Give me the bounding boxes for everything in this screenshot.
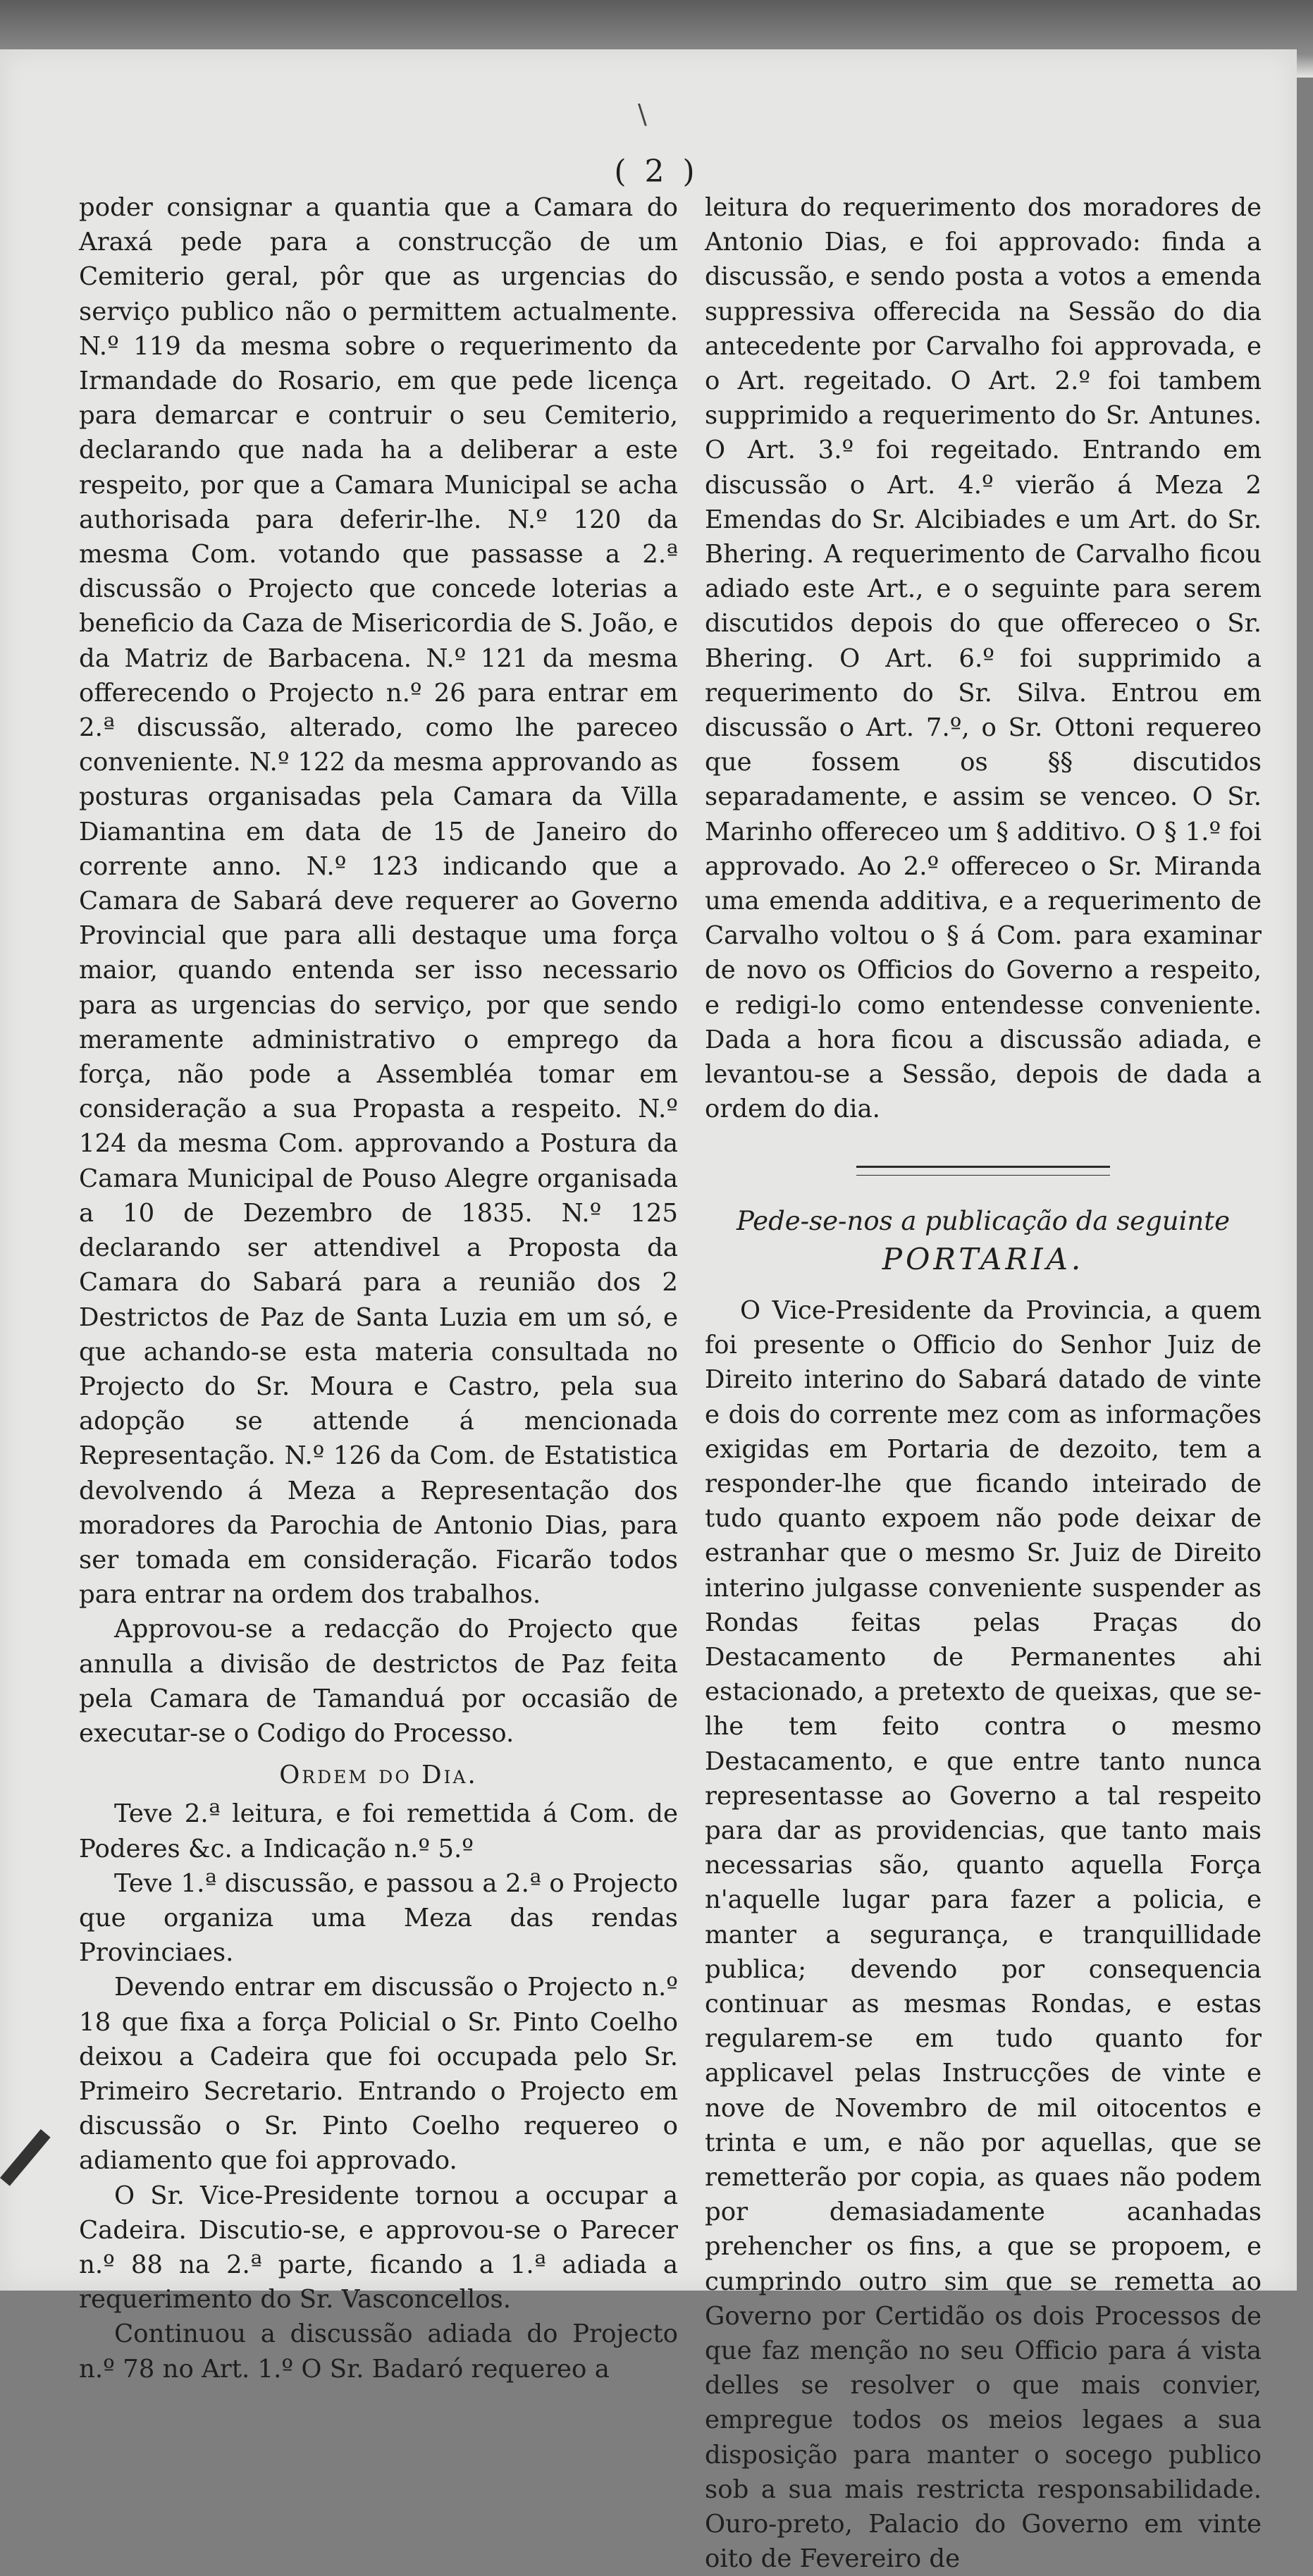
- paragraph: Teve 2.ª leitura, e foi remettida á Com. de Poderes &c. a Indicação n.º 5.º: [79, 1799, 678, 1863]
- paragraph: O Sr. Vice-Presidente tornou a occupar a Cadeira. Discutio-se, e approvou-se o Parecer n.º 88 na 2.ª parte, ficando a 1.ª adiada a requerimento do Sr. Vasconcellos.: [79, 2181, 678, 2315]
- section-heading: Ordem do Dia.: [279, 1761, 478, 1790]
- right-column: [705, 190, 1262, 2576]
- paragraph: Approvou-se a redacção do Projecto que annulla a divisão de destrictos de Paz feita pela Camara de Tamanduá por occasião de executar-se o Codigo do Processo.: [79, 1615, 678, 1748]
- notice-title: PORTARIA.: [882, 1241, 1085, 1276]
- paragraph: Teve 1.ª discussão, e passou a 2.ª o Projecto que organiza uma Meza das rendas Provinciaes.: [79, 1868, 678, 1968]
- left-column: [79, 190, 678, 2386]
- paragraph: Devendo entrar em discussão o Projecto n.º 18 que fixa a força Policial o Sr. Pinto Coelho deixou a Cadeira que foi occupada pelo Sr. Primeiro Secretario. Entrando o Projecto em discussão o Sr. Pinto Coelho requereo o adiamento que foi approvado.: [79, 1973, 678, 2176]
- stray-ink-mark: \: [638, 99, 647, 130]
- paragraph: poder consignar a quantia que a Camara do Araxá pede para a construcção de um Cemiterio geral, pôr que as urgencias do serviço publico não o permittem actualmente. N.º 119 da mesma sobre o requerimento da Irmandade do Rosario, em que pede licença para demarcar e contruir o seu Cemiterio, declarando que nada ha a deliberar a este respeito, por que a Camara Municipal se acha authorisada para deferir-lhe. N.º 120 da mesma Com. votando que passasse a 2.ª discussão o Projecto que concede loterias a beneficio da Caza de Misericordia de S. João, e da Matriz de Barbacena. N.º 121 da mesma offerecendo o Projecto n.º 26 para entrar em 2.ª discussão, alterado, como lhe pareceo conveniente. N.º 122 da mesma approvando as posturas organisadas pela Camara da Villa Diamantina em data de 15 de Janeiro do corrente anno. N.º 123 indicando que a Camara de Sabará deve requerer ao Governo Provincial que para alli destaque uma força maior, quando entenda ser isso necessario para as urgencias do serviço, por que sendo meramente administrativo o emprego da força, não pode a Assembléa tomar em consideração a sua Propasta a respeito. N.º 124 da mesma Com. approvando a Postura da Camara Municipal de Pouso Alegre organisada a 10 de Dezembro de 1835. N.º 125 declarando ser attendivel a Proposta da Camara do Sabará para a reunião dos 2 Destrictos de Paz de Santa Luzia em um só, e que achando-se esta materia consultada no Projecto do Sr. Moura e Castro, pela sua adopção se attende á mencionada Representação. N.º 126 da Com. de Estatistica devolvendo á Meza a Representação dos moradores da Parochia de Antonio Dias, para ser tomada em consideração. Ficarão todos para entrar na ordem dos trabalhos.: [79, 193, 678, 1610]
- notice-intro: Pede-se-nos a publicação da seguinte: [736, 1206, 1231, 1237]
- section-divider: [856, 1166, 1110, 1176]
- paragraph: leitura do requerimento dos moradores de Antonio Dias, e foi approvado: finda a discussão, e sendo posta a votos a emenda suppressiva offerecida na Sessão do dia antecedente por Carvalho foi approvada, e o Art. regeitado. O Art. 2.º foi tambem supprimido a requerimento do Sr. Antunes. O Art. 3.º foi regeitado. Entrando em discussão o Art. 4.º vierão á Meza 2 Emendas do Sr. Alcibiades e um Art. do Sr. Bhering. A requerimento de Carvalho ficou adiado este Art., e o seguinte para serem discutidos depois do que offereceo o Sr. Bhering. O Art. 6.º foi supprimido a requerimento do Sr. Silva. Entrou em discussão o Art. 7.º, o Sr. Ottoni requereo que fossem os §§ discutidos separadamente, e assim se venceo. O Sr. Marinho offereceo um § additivo. O § 1.º foi approvado. Ao 2.º offereceo o Sr. Miranda uma emenda additiva, e a requerimento de Carvalho voltou o § á Com. para examinar de novo os Officios do Governo a respeito, e redigi-lo como entendesse conveniente. Dada a hora ficou a discussão adiada, e levantou-se a Sessão, depois de dada a ordem do dia.: [705, 193, 1262, 1124]
- page-number: ( 2 ): [614, 154, 699, 190]
- paragraph: Continuou a discussão adiada do Projecto n.º 78 no Art. 1.º O Sr. Badaró requereo a: [79, 2319, 678, 2384]
- notice-body: O Vice-Presidente da Provincia, a quem foi presente o Officio do Senhor Juiz de Direito interino do Sabará datado de vinte e dois do corrente mez com as informações exigidas em Portaria de dezoito, tem a responder-lhe que ficando inteirado de tudo quanto expoem não pode deixar de estranhar que o mesmo Sr. Juiz de Direito interino julgasse conveniente suspender as Rondas feitas pelas Praças do Destacamento de Permanentes ahi estacionado, a pretexto de queixas, que se-lhe tem feito contra o mesmo Destacamento, e que entre tanto nunca representasse ao Governo a tal respeito para dar as providencias, que tanto mais necessarias são, quanto aquella Força n'aquelle lugar para fazer a policia, e manter a segurança, e tranquillidade publica; devendo por consequencia continuar as mesmas Rondas, e estas regularem-se em tudo quanto for applicavel pelas Instrucções de vinte e nove de Novembro de mil oitocentos e trinta e um, e não por aquellas, que se remetterão por copia, as quaes não podem por demasiadamente acanhadas prehencher os fins, a que se propoem, e cumprindo outro sim que se remetta ao Governo por Certidão os dois Processos de que faz menção no seu Officio para á vista delles se resolver o que mais convier, empregue todos os meios legaes a sua disposição para manter o socego publico sob a sua mais restricta responsabilidade. Ouro-preto, Palacio do Governo em vinte oito de Fevereiro de: [705, 1295, 1262, 2574]
